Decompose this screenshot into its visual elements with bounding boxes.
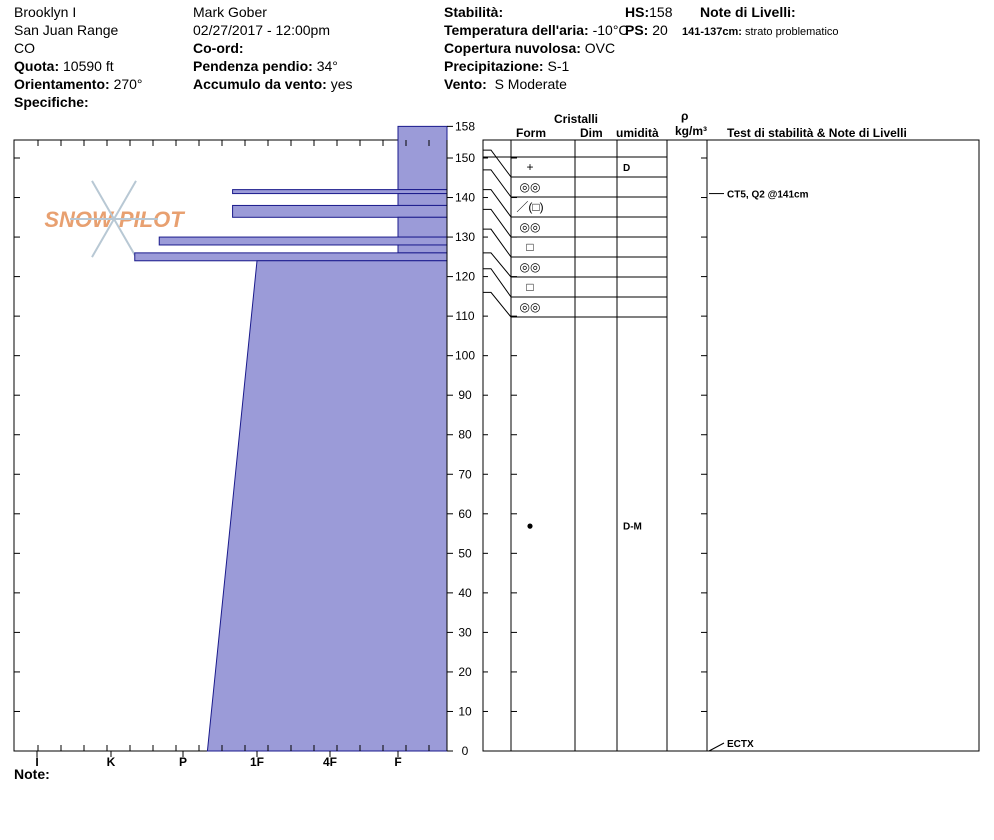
hardness-label: 1F: [249, 755, 265, 769]
layer-connector: [483, 253, 511, 277]
hs-value: 158: [649, 4, 673, 20]
hardness-layer: [233, 205, 447, 217]
aspect-label: Orientamento:: [14, 76, 110, 92]
height-label: 60: [458, 506, 472, 521]
layer-connector: [483, 292, 511, 317]
air-temp-label: Temperatura dell'aria:: [444, 22, 589, 38]
coord-label: Co-ord:: [193, 40, 244, 56]
hardness-label: 4F: [322, 755, 338, 769]
rho-header: ρ: [681, 109, 689, 123]
ps-label: PS:: [625, 22, 649, 38]
layer-form: □: [526, 240, 534, 254]
range: San Juan Range: [14, 22, 119, 38]
form-header: Form: [516, 126, 546, 140]
stability-test: ECTX: [727, 739, 754, 750]
test-pointer: [709, 743, 724, 751]
height-label: 158: [454, 119, 476, 134]
slope-value: 34°: [316, 58, 338, 74]
hardness-layer: [233, 190, 447, 194]
cloud-cover-label: Copertura nuvolosa:: [444, 40, 581, 56]
layer-moisture: D-M: [623, 521, 642, 533]
hardness-layer: [135, 253, 447, 261]
ps-value: 20: [652, 22, 668, 38]
precipitation-value: S-1: [547, 58, 570, 74]
snowflake-icon: [70, 181, 158, 257]
hardness-layer-base: [207, 261, 447, 751]
hardness-label: K: [106, 755, 116, 769]
layer-connector: [483, 150, 511, 177]
hardness-layer: [398, 194, 447, 206]
layer-form: ／(□): [516, 200, 544, 214]
wind-loading-label: Accumulo da vento:: [193, 76, 327, 92]
stability-test: CT5, Q2 @141cm: [727, 189, 809, 201]
air-temp-value: -10°C: [592, 22, 629, 38]
notes-label: Note:: [14, 766, 50, 782]
logo-text: SNOW PILOT: [44, 207, 184, 232]
size-header: Dim: [580, 126, 603, 140]
slope-label: Pendenza pendio:: [193, 58, 313, 74]
height-label: 70: [458, 467, 472, 482]
wind-value: S Moderate: [494, 76, 567, 92]
hs-label: HS:: [625, 4, 650, 20]
elevation-label: Quota:: [14, 58, 60, 74]
wind-label: Vento:: [444, 76, 487, 92]
crystals-header: Cristalli: [554, 112, 599, 126]
layer-notes-label: Note di Livelli:: [700, 4, 796, 20]
height-label: 30: [458, 625, 472, 640]
hardness-layer: [398, 245, 447, 253]
cloud-cover-value: OVC: [584, 40, 616, 56]
height-label: 150: [454, 151, 476, 165]
density-unit-header: kg/m³: [675, 124, 708, 138]
hardness-layer: [159, 237, 447, 245]
date-time: 02/27/2017 - 12:00pm: [193, 22, 330, 38]
layer-form: ◎◎: [519, 220, 541, 234]
layer-form: ●: [526, 518, 534, 533]
hardness-label: P: [178, 755, 188, 769]
height-label: 130: [454, 230, 476, 245]
height-label: 0: [461, 744, 469, 758]
hardness-layer: [398, 126, 447, 189]
aspect-value: 270°: [113, 76, 143, 92]
height-label: 140: [454, 190, 476, 205]
layer-connector: [483, 190, 511, 217]
layer-connector: [483, 209, 511, 237]
layer-form: □: [526, 280, 534, 294]
location: Brooklyn I: [14, 4, 77, 20]
height-label: 20: [458, 664, 472, 679]
layer-form: ◎◎: [519, 180, 541, 194]
observer: Mark Gober: [193, 4, 267, 20]
height-label: 110: [455, 309, 475, 324]
height-label: 90: [458, 388, 472, 403]
hardness-label: F: [394, 755, 402, 769]
precipitation-label: Precipitazione:: [444, 58, 544, 74]
layer-note-depth: 141-137cm:: [682, 26, 742, 38]
stability-label: Stabilità:: [444, 4, 504, 20]
elevation-value: 10590 ft: [63, 58, 114, 74]
layer-form: ◎◎: [519, 300, 541, 314]
height-label: 50: [458, 546, 472, 561]
height-label: 10: [458, 704, 472, 719]
layer-moisture: D: [623, 163, 631, 174]
hardness-label: I: [35, 755, 39, 769]
layer-form: +: [526, 160, 534, 174]
height-label: 120: [454, 269, 476, 284]
layer-form: ◎◎: [519, 260, 541, 274]
tests-header: Test di stabilità & Note di Livelli: [727, 126, 907, 140]
specifics-label: Specifiche:: [14, 94, 89, 110]
layer-note-text: strato problematico: [745, 26, 839, 38]
height-label: 80: [458, 427, 472, 442]
height-label: 100: [454, 348, 476, 363]
hardness-layer: [398, 217, 447, 237]
height-label: 40: [458, 585, 472, 600]
moisture-header: umidità: [616, 126, 659, 140]
layer-table-frame: [483, 140, 979, 751]
wind-loading-value: yes: [330, 76, 353, 92]
state: CO: [14, 40, 35, 56]
layer-connector: [483, 170, 511, 197]
